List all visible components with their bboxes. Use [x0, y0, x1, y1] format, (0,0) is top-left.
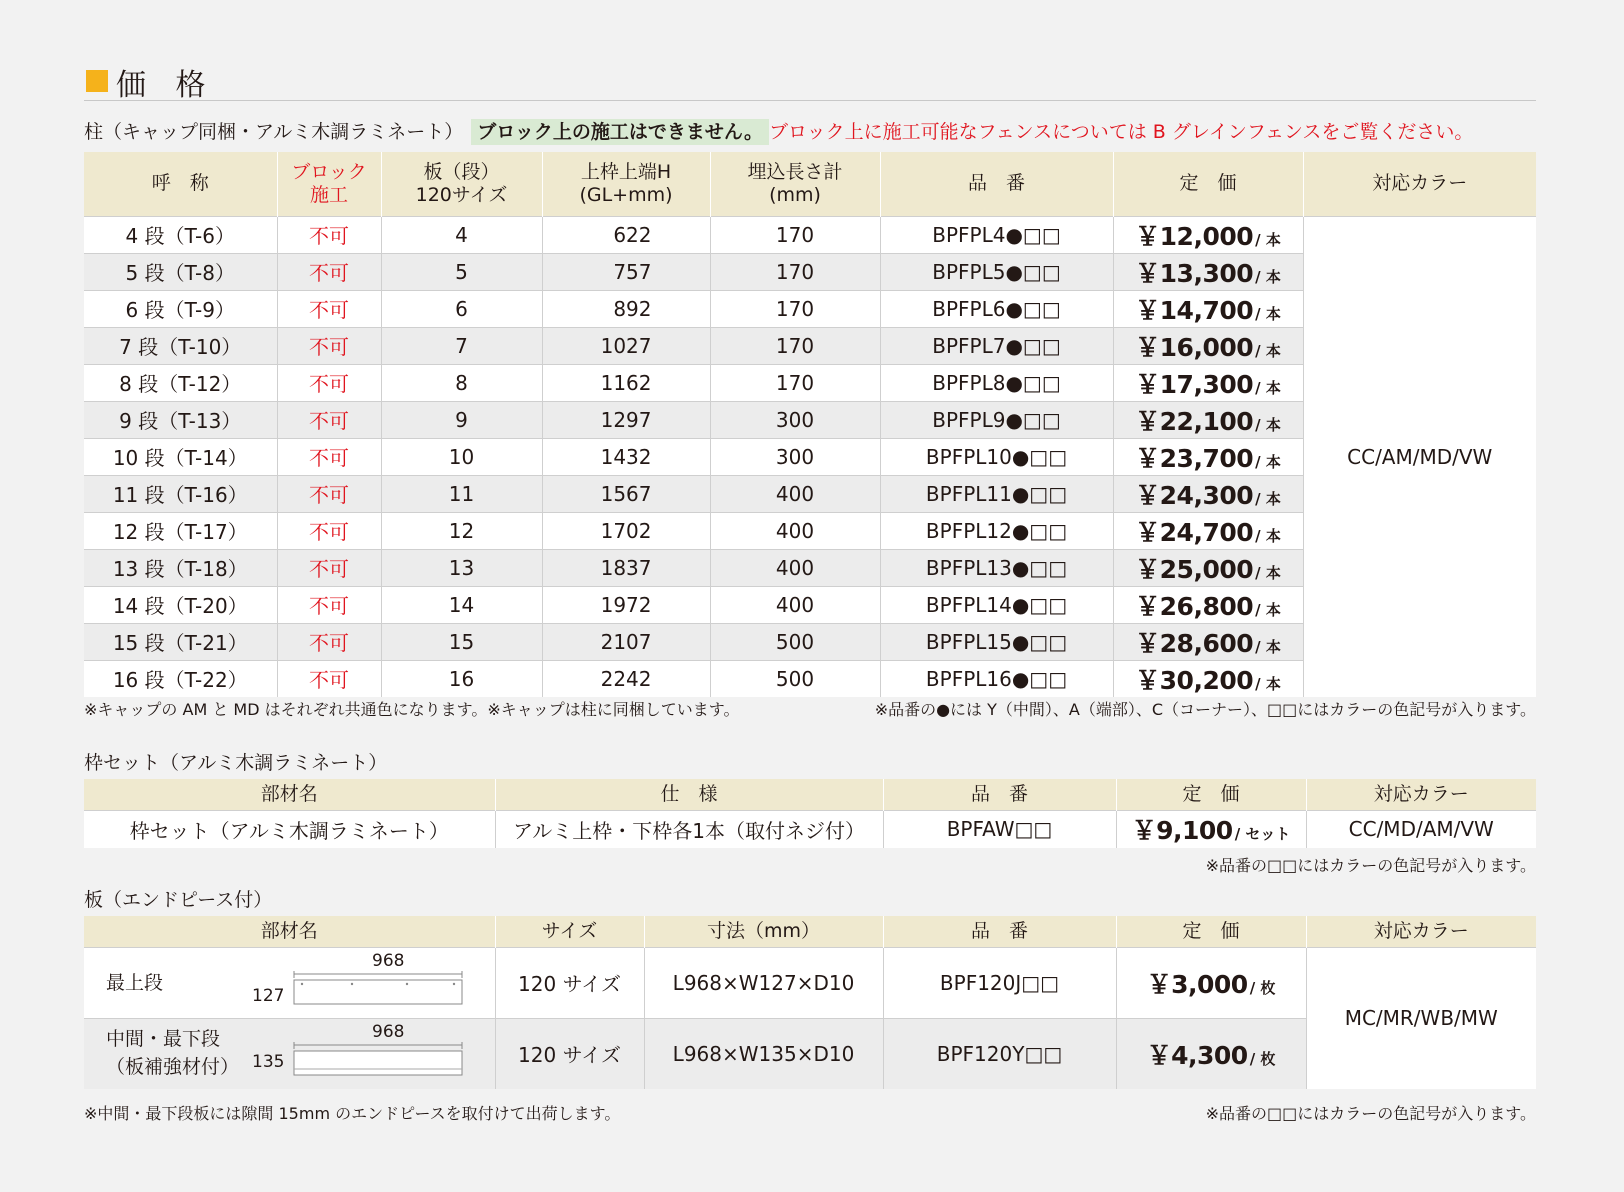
post-name: 16 段（T-22）	[84, 660, 277, 697]
board-header-size: サイズ	[495, 916, 644, 947]
board-price-cell	[1116, 947, 1306, 1018]
post-boards: 9	[381, 401, 542, 438]
post-name: 7 段（T-10）	[84, 327, 277, 364]
board-width-dim: 968	[372, 1021, 405, 1042]
post-colors: CC/AM/MD/VW	[1303, 216, 1536, 697]
post-block: 不可	[277, 586, 381, 623]
board-name-cell	[84, 947, 495, 1018]
frame-colors: CC/MD/AM/VW	[1306, 810, 1536, 848]
post-embed: 400	[710, 586, 880, 623]
post-height: 2242	[542, 660, 710, 697]
post-header-cell: 対応カラー	[1303, 152, 1536, 216]
post-header-cell: 上枠上端H (GL+mm)	[542, 152, 710, 216]
post-boards: 6	[381, 290, 542, 327]
post-note-right: ※品番の●には Y（中間）、A（端部）、C（コーナー）、□□にはカラーの色記号が入ります。	[874, 700, 1536, 719]
frame-header-price: 定 価	[1116, 779, 1306, 810]
post-height: 1297	[542, 401, 710, 438]
post-height: 892	[542, 290, 710, 327]
board-unit: / 枚	[1249, 978, 1276, 997]
post-price-cell	[1113, 438, 1303, 475]
post-block: 不可	[277, 660, 381, 697]
post-price-cell	[1113, 327, 1303, 364]
board-code: BPF120Y□□	[883, 1018, 1116, 1089]
frame-price-cell	[1116, 810, 1306, 848]
post-header-cell: 定 価	[1113, 152, 1303, 216]
post-height: 1432	[542, 438, 710, 475]
post-unit: / 本	[1255, 526, 1281, 545]
post-boards: 14	[381, 586, 542, 623]
board-height-dim: 135	[252, 1051, 285, 1072]
post-boards: 13	[381, 549, 542, 586]
post-code: BPFPL9●□□	[880, 401, 1113, 438]
post-price: ￥24,300	[1135, 480, 1254, 510]
board-header-colors: 対応カラー	[1306, 916, 1536, 947]
post-note-left: ※キャップの AM と MD はそれぞれ共通色になります。※キャップは柱に同梱しています。	[84, 700, 740, 719]
post-code: BPFPL15●□□	[880, 623, 1113, 660]
board-top-diagram-icon	[292, 968, 464, 1008]
frame-price: ￥9,100	[1131, 816, 1233, 846]
board-code: BPF120J□□	[883, 947, 1116, 1018]
frame-header-name: 部材名	[84, 779, 495, 810]
post-boards: 4	[381, 216, 542, 253]
board-header-row	[84, 916, 1536, 947]
post-code: BPFPL11●□□	[880, 475, 1113, 512]
post-unit: / 本	[1255, 341, 1281, 360]
post-block: 不可	[277, 327, 381, 364]
post-embed: 400	[710, 512, 880, 549]
post-header-cell: 埋込長さ計 (mm)	[710, 152, 880, 216]
post-price: ￥12,000	[1135, 221, 1254, 251]
post-embed: 170	[710, 290, 880, 327]
frame-spec: アルミ上枠・下枠各1本（取付ネジ付）	[495, 810, 883, 848]
post-header-cell: 品 番	[880, 152, 1113, 216]
post-code: BPFPL5●□□	[880, 253, 1113, 290]
post-code: BPFPL6●□□	[880, 290, 1113, 327]
post-unit: / 本	[1255, 674, 1281, 693]
post-unit: / 本	[1255, 489, 1281, 508]
post-embed: 300	[710, 438, 880, 475]
post-price-cell	[1113, 512, 1303, 549]
post-red-note: ブロック上に施工可能なフェンスについては B グレインフェンスをご覧ください。	[769, 121, 1474, 143]
section-title	[84, 60, 1536, 101]
post-boards: 7	[381, 327, 542, 364]
post-name: 14 段（T-20）	[84, 586, 277, 623]
post-price-cell	[1113, 475, 1303, 512]
post-header-cell: ブロック 施工	[277, 152, 381, 216]
post-price-cell	[1113, 216, 1303, 253]
post-price: ￥16,000	[1135, 332, 1254, 362]
post-block: 不可	[277, 253, 381, 290]
post-unit: / 本	[1255, 415, 1281, 434]
frame-name: 枠セット（アルミ木調ラミネート）	[84, 810, 495, 848]
board-width-dim: 968	[372, 950, 405, 971]
frame-price-table	[84, 779, 1536, 848]
post-height: 1567	[542, 475, 710, 512]
post-boards: 12	[381, 512, 542, 549]
post-name: 5 段（T-8）	[84, 253, 277, 290]
board-price-table	[84, 916, 1536, 1089]
board-section-label: 板（エンドピース付）	[84, 889, 273, 911]
post-header-cell: 呼 称	[84, 152, 277, 216]
post-price: ￥23,700	[1135, 443, 1254, 473]
post-price: ￥25,000	[1135, 554, 1254, 584]
post-boards: 8	[381, 364, 542, 401]
page-title: 価 格	[116, 68, 216, 103]
board-dims: L968×W127×D10	[644, 947, 883, 1018]
post-unit: / 本	[1255, 304, 1281, 323]
table-row	[84, 216, 1536, 253]
post-code: BPFPL13●□□	[880, 549, 1113, 586]
post-name: 4 段（T-6）	[84, 216, 277, 253]
post-unit: / 本	[1255, 637, 1281, 656]
title-square-icon	[86, 70, 108, 92]
post-name: 15 段（T-21）	[84, 623, 277, 660]
post-embed: 170	[710, 216, 880, 253]
post-price-cell	[1113, 401, 1303, 438]
post-code: BPFPL7●□□	[880, 327, 1113, 364]
post-boards: 11	[381, 475, 542, 512]
post-embed: 170	[710, 364, 880, 401]
board-header-name: 部材名	[84, 916, 495, 947]
post-height: 1027	[542, 327, 710, 364]
post-embed: 170	[710, 253, 880, 290]
post-block: 不可	[277, 549, 381, 586]
post-price-cell	[1113, 364, 1303, 401]
board-colors: MC/MR/WB/MW	[1306, 947, 1536, 1089]
frame-header-code: 品 番	[883, 779, 1116, 810]
post-block: 不可	[277, 623, 381, 660]
board-note-left: ※中間・最下段板には隙間 15mm のエンドピースを取付けて出荷します。	[84, 1104, 621, 1123]
board-mid-diagram-icon	[292, 1039, 464, 1079]
board-header-price: 定 価	[1116, 916, 1306, 947]
frame-note: ※品番の□□にはカラーの色記号が入ります。	[1205, 856, 1536, 875]
table-row	[84, 810, 1536, 848]
post-highlight: ブロック上の施工はできません。	[471, 119, 769, 145]
frame-section-label: 枠セット（アルミ木調ラミネート）	[84, 752, 388, 774]
post-boards: 16	[381, 660, 542, 697]
post-code: BPFPL10●□□	[880, 438, 1113, 475]
post-block: 不可	[277, 475, 381, 512]
post-name: 8 段（T-12）	[84, 364, 277, 401]
post-embed: 500	[710, 623, 880, 660]
post-code: BPFPL16●□□	[880, 660, 1113, 697]
post-unit: / 本	[1255, 563, 1281, 582]
post-header-cell: 板（段） 120サイズ	[381, 152, 542, 216]
post-boards: 15	[381, 623, 542, 660]
frame-header-colors: 対応カラー	[1306, 779, 1536, 810]
post-name: 6 段（T-9）	[84, 290, 277, 327]
post-unit: / 本	[1255, 267, 1281, 286]
post-code: BPFPL4●□□	[880, 216, 1113, 253]
board-name-mid: 中間・最下段 （板補強材付）	[106, 1027, 240, 1078]
post-name: 9 段（T-13）	[84, 401, 277, 438]
post-code: BPFPL14●□□	[880, 586, 1113, 623]
board-note-right: ※品番の□□にはカラーの色記号が入ります。	[1205, 1104, 1536, 1123]
post-price: ￥14,700	[1135, 295, 1254, 325]
post-header-row	[84, 152, 1536, 216]
post-height: 1837	[542, 549, 710, 586]
post-block: 不可	[277, 512, 381, 549]
post-block: 不可	[277, 216, 381, 253]
board-dims: L968×W135×D10	[644, 1018, 883, 1089]
post-boards: 10	[381, 438, 542, 475]
post-price: ￥30,200	[1135, 665, 1254, 695]
post-height: 1972	[542, 586, 710, 623]
post-price: ￥22,100	[1135, 406, 1254, 436]
post-unit: / 本	[1255, 600, 1281, 619]
board-price-cell	[1116, 1018, 1306, 1089]
post-price: ￥24,700	[1135, 517, 1254, 547]
table-row	[84, 947, 1536, 1018]
frame-code: BPFAW□□	[883, 810, 1116, 848]
board-price: ￥4,300	[1146, 1040, 1248, 1070]
post-price-table	[84, 152, 1536, 697]
board-name-top: 最上段	[106, 971, 164, 994]
post-price: ￥28,600	[1135, 628, 1254, 658]
post-price-cell	[1113, 660, 1303, 697]
post-price: ￥13,300	[1135, 258, 1254, 288]
board-name-cell	[84, 1018, 495, 1089]
board-header-code: 品 番	[883, 916, 1116, 947]
board-unit: / 枚	[1249, 1049, 1276, 1068]
post-height: 622	[542, 216, 710, 253]
post-section-label	[84, 117, 1473, 144]
post-height: 2107	[542, 623, 710, 660]
post-unit: / 本	[1255, 378, 1281, 397]
board-header-dims: 寸法（mm）	[644, 916, 883, 947]
post-price-cell	[1113, 549, 1303, 586]
post-height: 757	[542, 253, 710, 290]
post-embed: 500	[710, 660, 880, 697]
post-price: ￥17,300	[1135, 369, 1254, 399]
post-block: 不可	[277, 364, 381, 401]
frame-header-row	[84, 779, 1536, 810]
post-unit: / 本	[1255, 452, 1281, 471]
board-height-dim: 127	[252, 985, 285, 1006]
post-name: 12 段（T-17）	[84, 512, 277, 549]
post-name: 10 段（T-14）	[84, 438, 277, 475]
post-height: 1162	[542, 364, 710, 401]
board-price: ￥3,000	[1146, 969, 1248, 999]
post-embed: 170	[710, 327, 880, 364]
post-unit: / 本	[1255, 230, 1281, 249]
post-price-cell	[1113, 290, 1303, 327]
board-size: 120 サイズ	[495, 947, 644, 1018]
post-code: BPFPL8●□□	[880, 364, 1113, 401]
post-price: ￥26,800	[1135, 591, 1254, 621]
board-size: 120 サイズ	[495, 1018, 644, 1089]
post-block: 不可	[277, 290, 381, 327]
post-height: 1702	[542, 512, 710, 549]
frame-header-spec: 仕 様	[495, 779, 883, 810]
post-embed: 400	[710, 549, 880, 586]
post-code: BPFPL12●□□	[880, 512, 1113, 549]
post-block: 不可	[277, 401, 381, 438]
post-name: 11 段（T-16）	[84, 475, 277, 512]
post-embed: 400	[710, 475, 880, 512]
post-price-cell	[1113, 253, 1303, 290]
post-boards: 5	[381, 253, 542, 290]
post-price-cell	[1113, 586, 1303, 623]
post-block: 不可	[277, 438, 381, 475]
frame-unit: / セット	[1234, 825, 1291, 844]
post-price-cell	[1113, 623, 1303, 660]
post-embed: 300	[710, 401, 880, 438]
post-label: 柱（キャップ同梱・アルミ木調ラミネート）	[84, 121, 464, 143]
post-name: 13 段（T-18）	[84, 549, 277, 586]
